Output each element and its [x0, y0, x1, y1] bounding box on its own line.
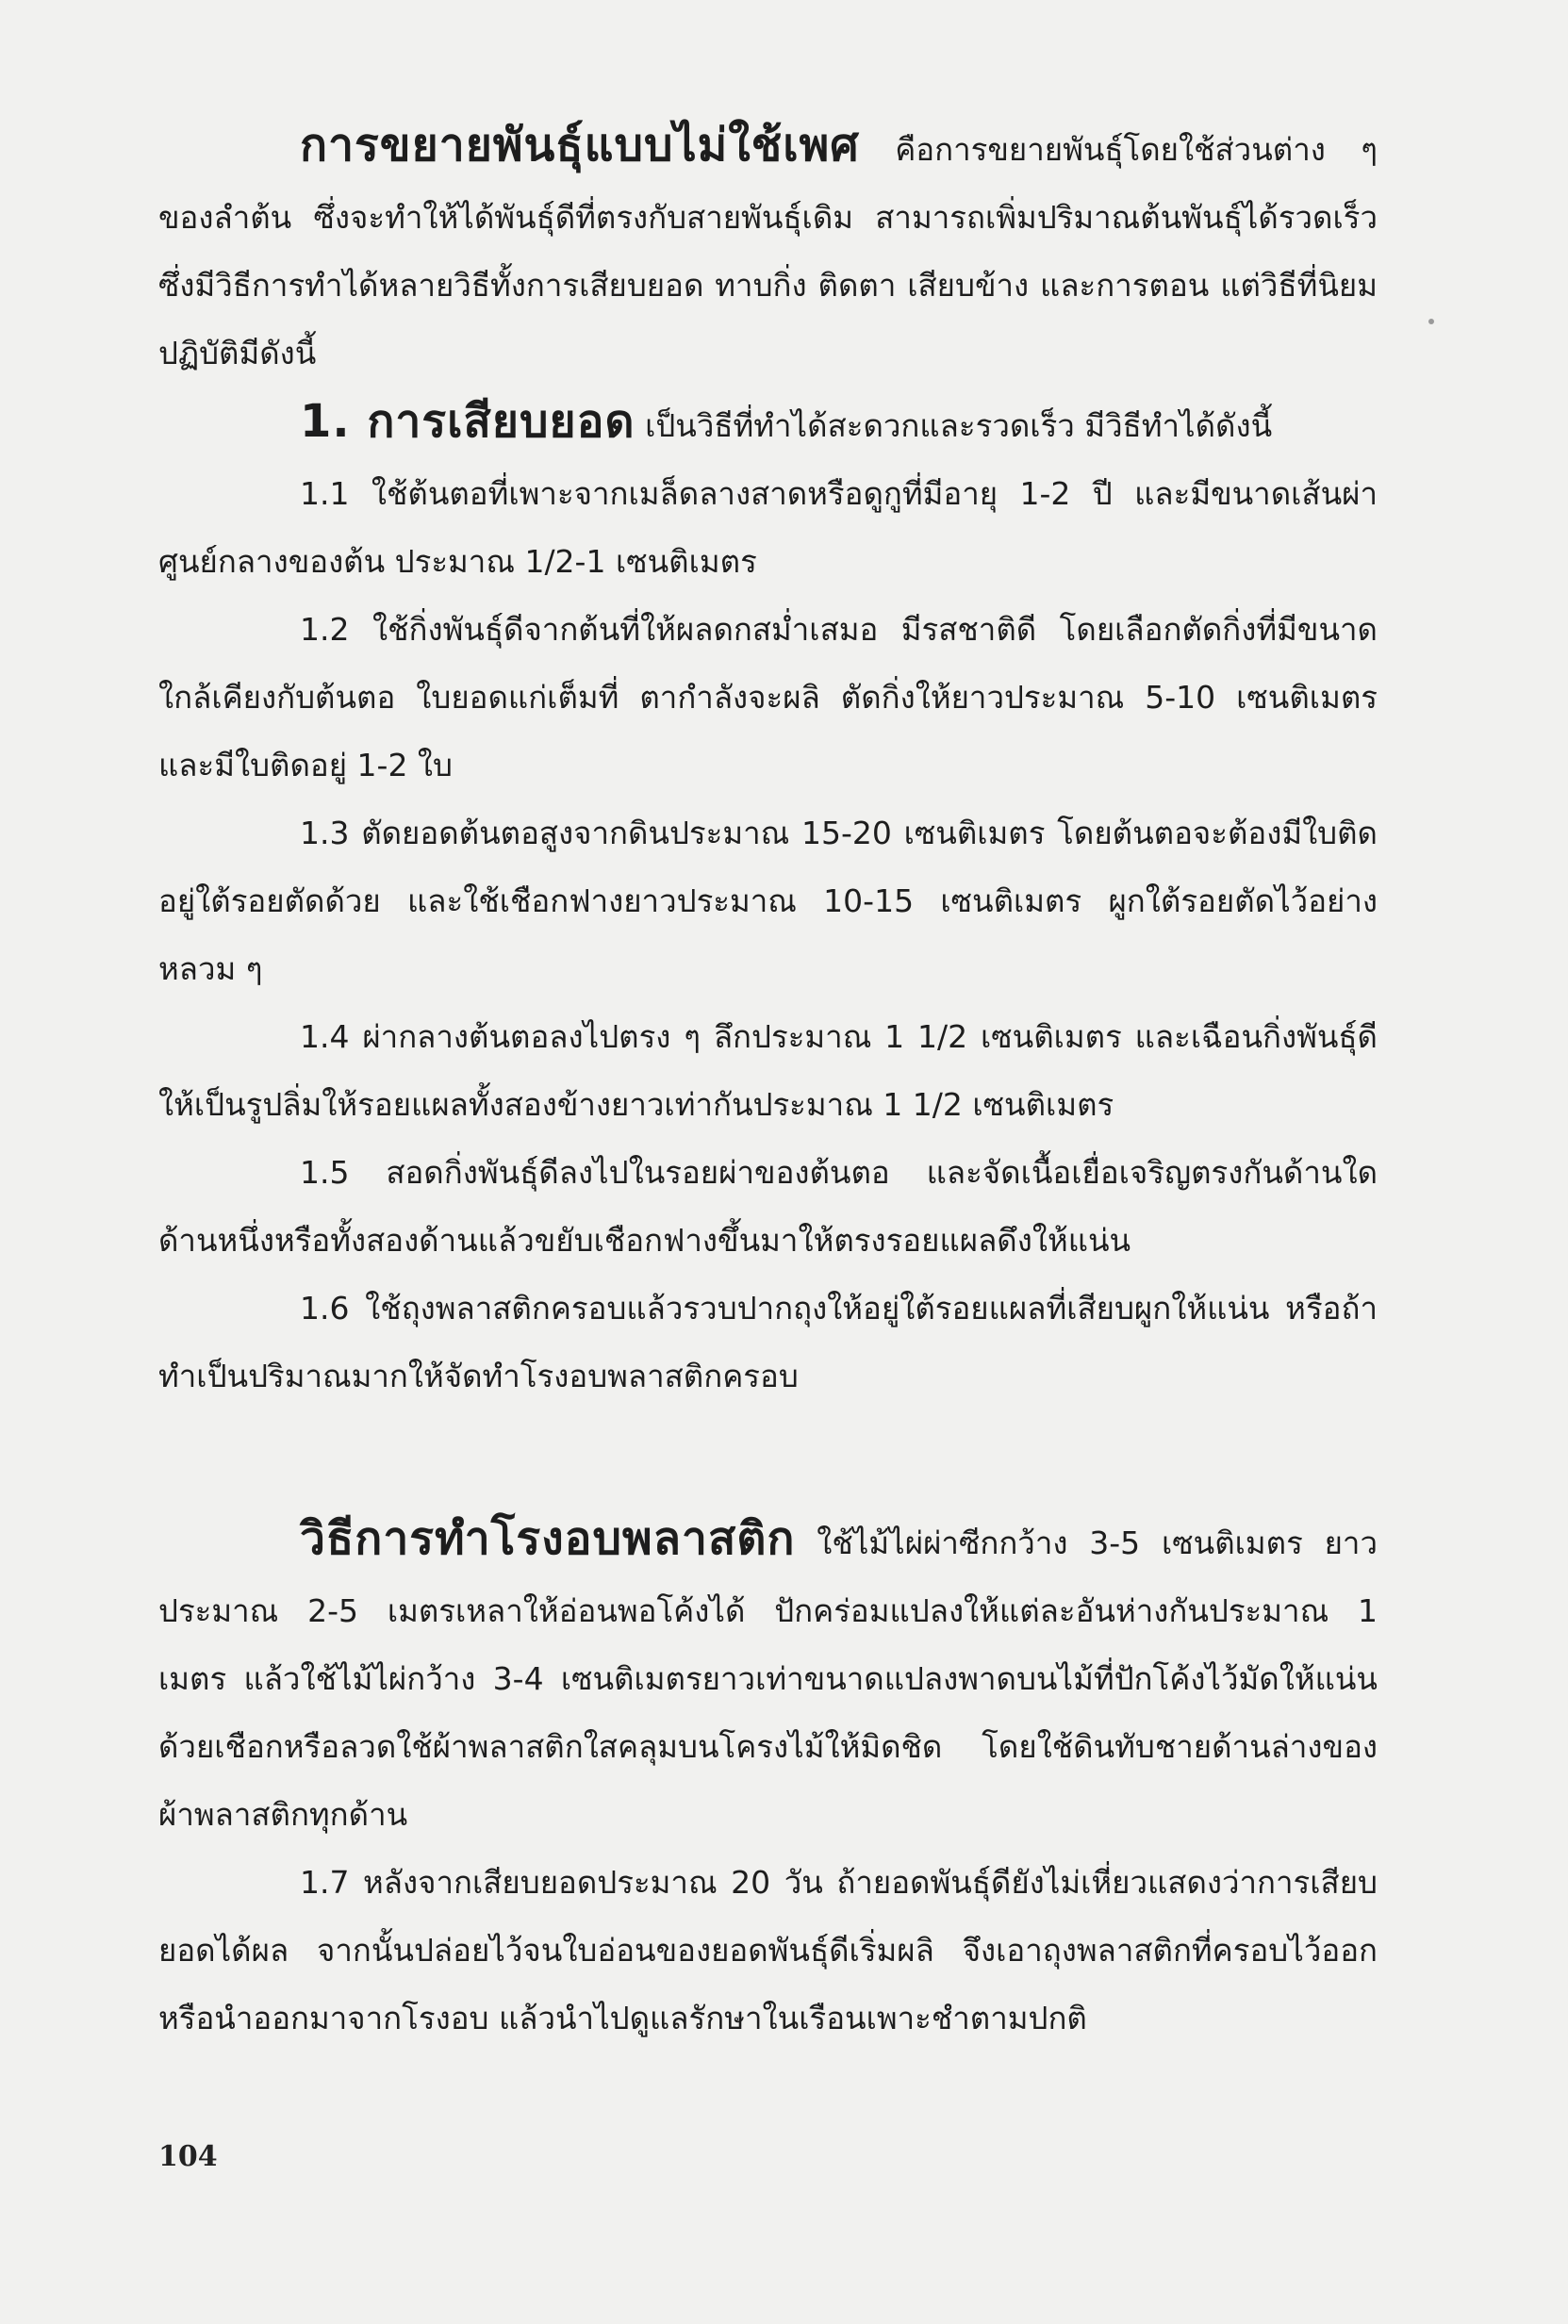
intro-heading: การขยายพันธุ์แบบไม่ใช้เพศ — [300, 119, 860, 172]
step-1-2: 1.2 ใช้กิ่งพันธุ์ดีจากต้นที่ให้ผลดกสม่ำเสมอ มีรสชาติดี โดยเลือกตัดกิ่งที่มีขนาดใกล้เคียงกับต้นตอ ใบยอดแก่เต็มที่ ตากำลังจะผลิ ตัดกิ่งให้ยาวประมาณ 5-10 เซนติเมตรและมีใบติดอยู่ 1-2 ใบ — [158, 611, 1378, 783]
page-body — [158, 111, 1378, 2052]
page-number: 104 — [158, 2140, 218, 2173]
step-1-7: 1.7 หลังจากเสียบยอดประมาณ 20 วัน ถ้ายอดพันธุ์ดียังไม่เหี่ยวแสดงว่าการเสียบยอดได้ผล จากนั้นปล่อยไว้จนใบอ่อนของยอดพันธุ์ดีเริ่มผลิ จึงเอาถุงพลาสติกที่ครอบไว้ออกหรือนำออกมาจากโรงอบ แล้วนำไปดูแลรักษาในเรือนเพาะชำตามปกติ — [158, 1864, 1378, 2036]
section1-heading: 1. การเสียบยอด — [300, 395, 635, 448]
step-1-5: 1.5 สอดกิ่งพันธุ์ดีลงไปในรอยผ่าของต้นตอ และจัดเนื้อเยื่อเจริญตรงกันด้านใดด้านหนึ่งหรือทั้งสองด้านแล้วขยับเชือกฟางขึ้นมาให้ตรงรอยแผลดึงให้แน่น — [158, 1154, 1378, 1259]
section2-text: ใช้ไม้ไผ่ผ่าซีกกว้าง 3-5 เซนติเมตร ยาวประมาณ 2-5 เมตรเหลาให้อ่อนพอโค้งได้ ปักคร่อมแปลงให้แต่ละอันห่างกันประมาณ 1 เมตร แล้วใช้ไม้ไผ่กว้าง 3-4 เซนติเมตรยาวเท่าขนาดแปลงพาดบนไม้ที่ปักโค้งไว้มัดให้แน่นด้วยเชือกหรือลวดใช้ผ้าพลาสติกใสคลุมบนโครงไม้ให้มิดชิด โดยใช้ดินทับชายด้านล่างของผ้าพลาสติกทุกด้าน — [158, 1525, 1378, 1833]
intro-text: คือการขยายพันธุ์โดยใช้ส่วนต่าง ๆ ของลำต้น ซึ่งจะทำให้ได้พันธุ์ดีที่ตรงกับสายพันธุ์เดิม สามารถเพิ่มปริมาณต้นพันธุ์ได้รวดเร็ว ซึ่งมีวิธีการทำได้หลายวิธีทั้งการเสียบยอด ทาบกิ่ง ติดตา เสียบข้าง และการตอน แต่วิธีที่นิยมปฏิบัติมีดังนี้ — [158, 131, 1378, 371]
paper-speck — [1428, 319, 1434, 324]
step-1-6: 1.6 ใช้ถุงพลาสติกครอบแล้วรวบปากถุงให้อยู่ใต้รอยแผลที่เสียบผูกให้แน่น หรือถ้าทำเป็นปริมาณมากให้จัดทำโรงอบพลาสติกครอบ — [158, 1290, 1378, 1394]
step-1-1: 1.1 ใช้ต้นตอที่เพาะจากเมล็ดลางสาดหรือดูกูที่มีอายุ 1-2 ปี และมีขนาดเส้นผ่าศูนย์กลางของต้น ประมาณ 1/2-1 เซนติเมตร — [158, 475, 1378, 580]
step-1-4: 1.4 ผ่ากลางต้นตอลงไปตรง ๆ ลึกประมาณ 1 1/2 เซนติเมตร และเฉือนกิ่งพันธุ์ดีให้เป็นรูปลิ่มให้รอยแผลทั้งสองข้างยาวเท่ากันประมาณ 1 1/2 เซนติเมตร — [158, 1018, 1378, 1123]
intro-paragraph — [158, 111, 1378, 387]
section1-paragraph — [158, 387, 1378, 460]
section2-paragraph — [158, 1505, 1378, 1849]
section2-heading: วิธีการทำโรงอบพลาสติก — [300, 1512, 796, 1565]
section-gap — [158, 1410, 1378, 1505]
step-1-3: 1.3 ตัดยอดต้นตอสูงจากดินประมาณ 15-20 เซนติเมตร โดยต้นตอจะต้องมีใบติดอยู่ใต้รอยตัดด้วย และใช้เชือกฟางยาวประมาณ 10-15 เซนติเมตร ผูกใต้รอยตัดไว้อย่างหลวม ๆ — [158, 815, 1378, 987]
section1-text: เป็นวิธีที่ทำได้สะดวกและรวดเร็ว มีวิธีทำได้ดังนี้ — [645, 407, 1273, 444]
